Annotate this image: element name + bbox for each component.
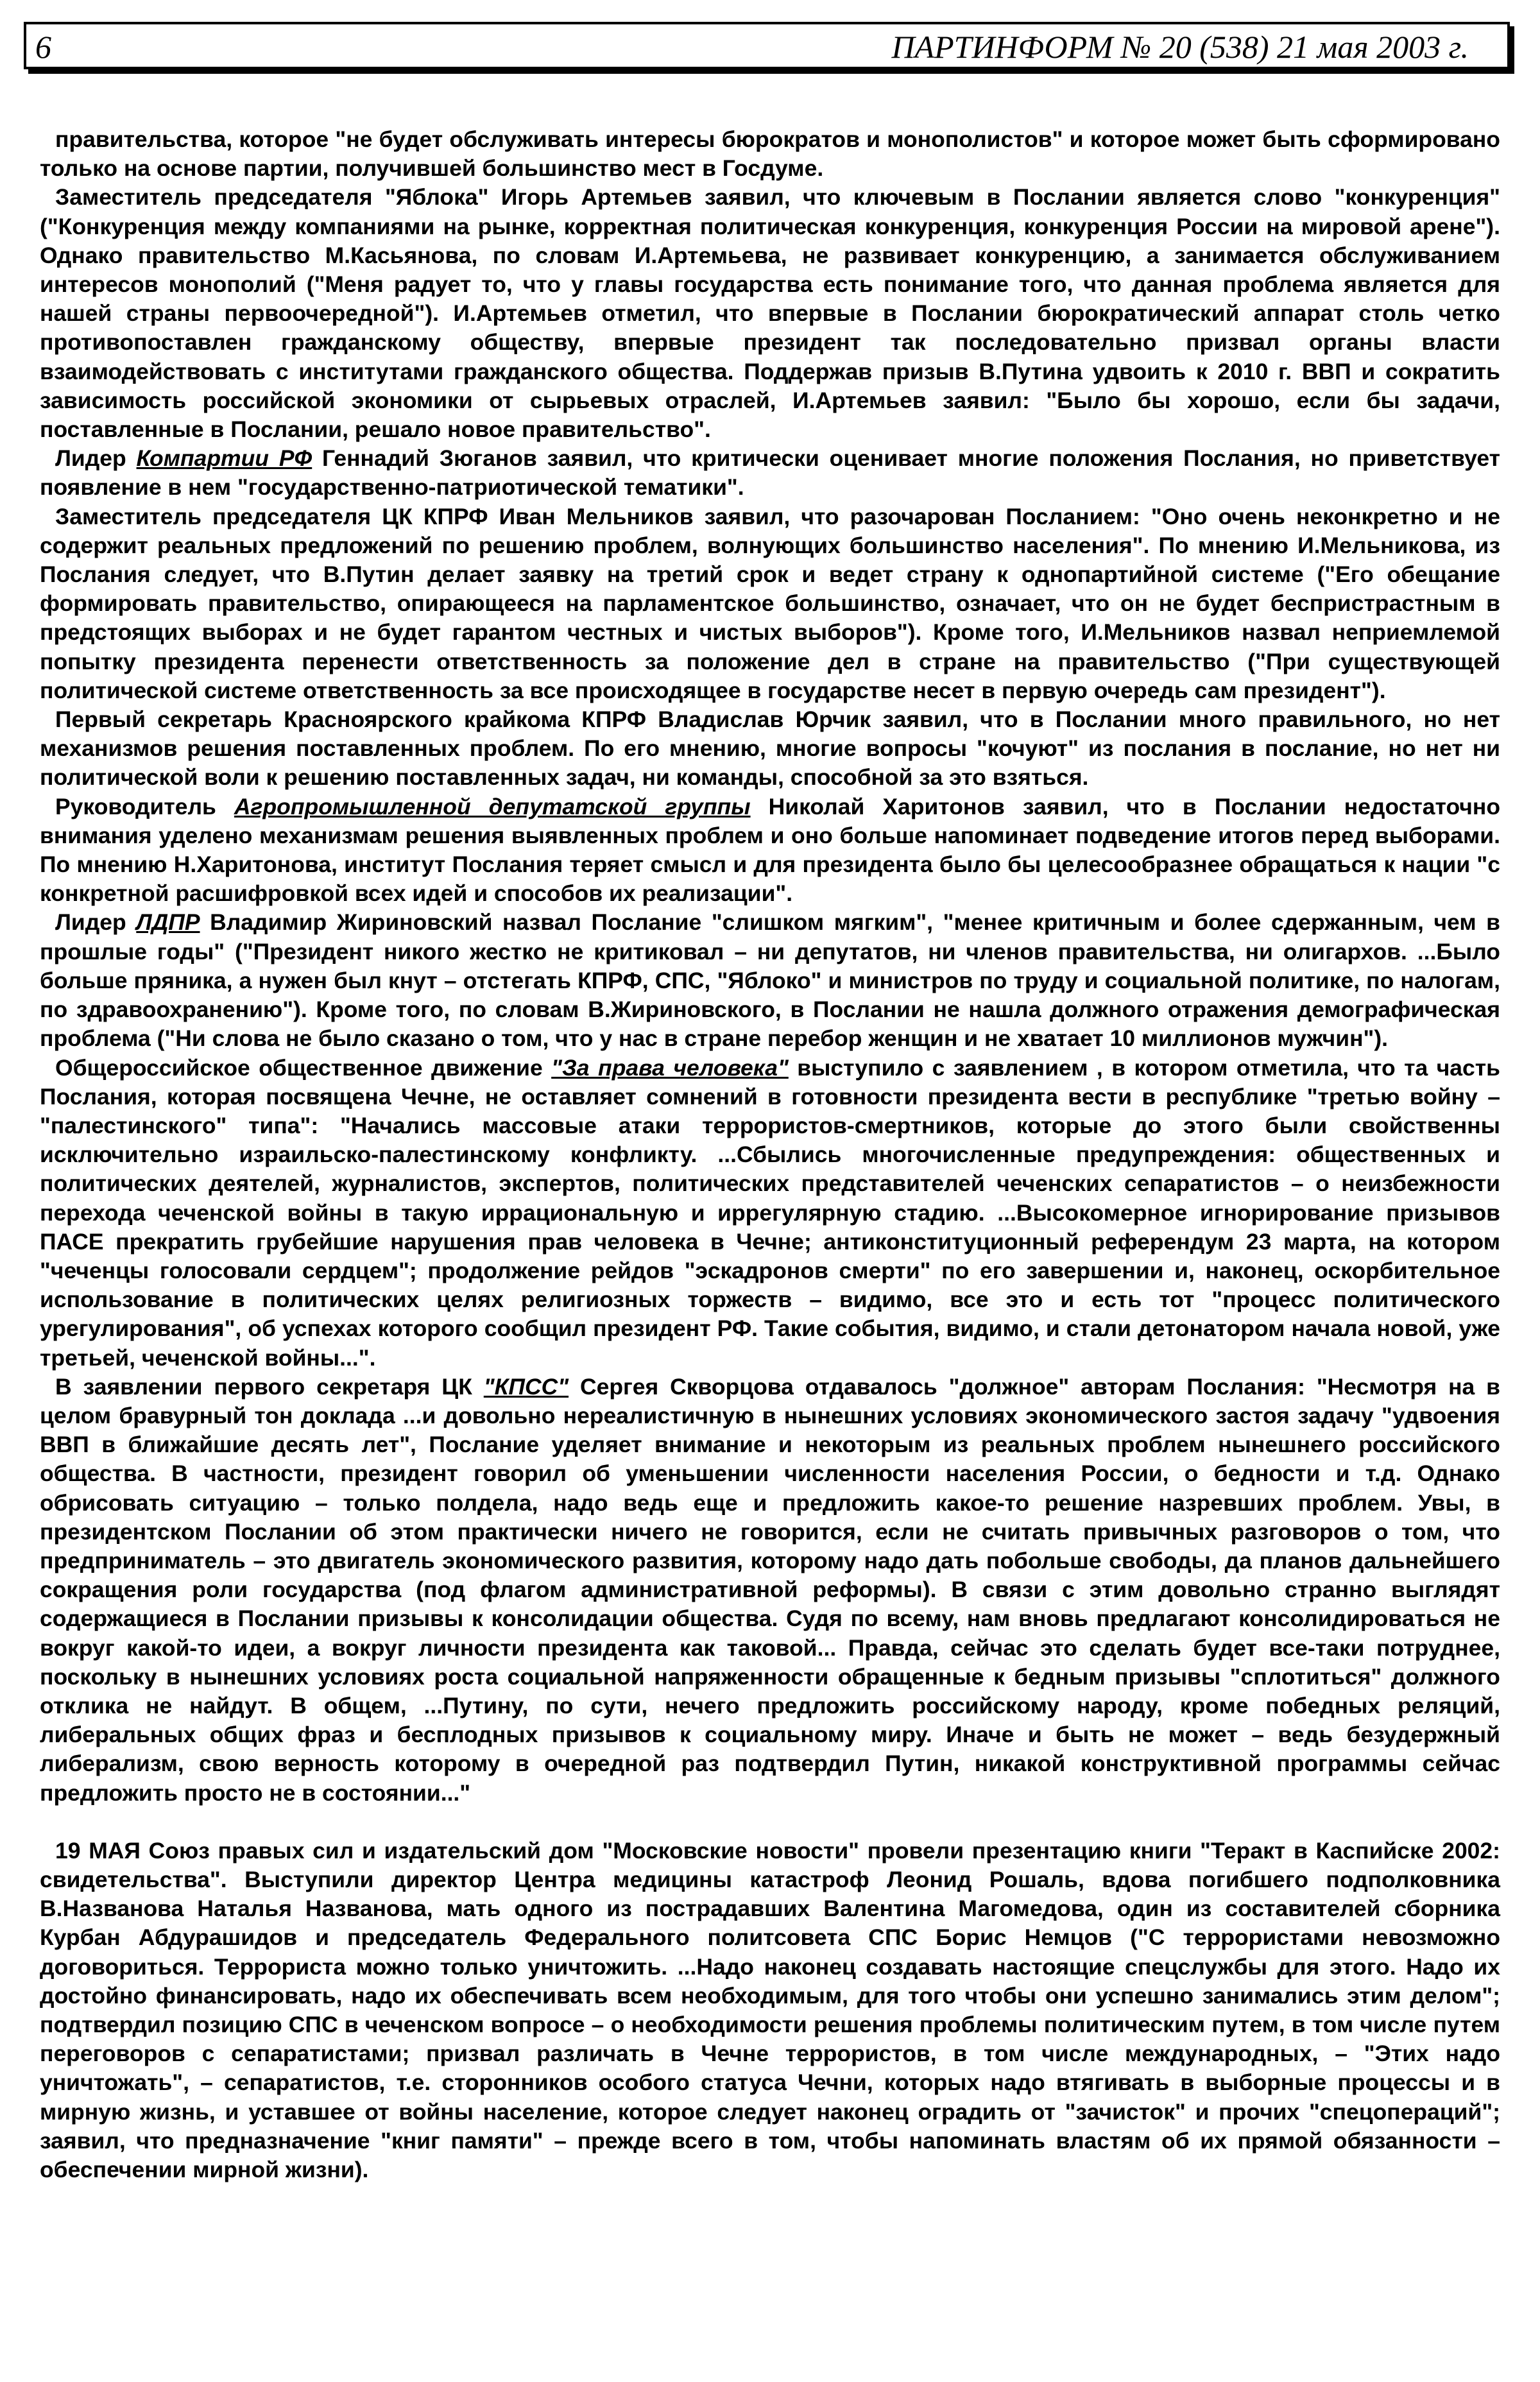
kprf-link[interactable]: Компартии РФ — [136, 445, 312, 472]
paragraph-7 — [40, 908, 1500, 1053]
kpss-link[interactable]: "КПСС" — [483, 1373, 569, 1400]
ldpr-link[interactable]: ЛДПР — [136, 909, 200, 936]
page-header — [24, 22, 1510, 69]
agro-group-link[interactable]: Агропромышленной депутатской группы — [234, 793, 751, 819]
paragraph-8-lead: Общероссийское общественное движение — [55, 1054, 552, 1081]
paragraph-7-text: Владимир Жириновский назвал Послание "слишком мягким", "менее критичным и более сдержанным, чем в прошлые годы" ("Президент никого жестко не критиковал – ни депутатов, ни членов правительства, ни олигархов. ...Было больше пряника, а нужен был кнут – отстегать КПРФ, СПС, "Яблоко" и министров по труду и социальной политике, по налогам, по здравоохранению"). Кроме того, по словам В.Жириновского, в Послании не нашла должного отражения демографическая проблема ("Ни слова не было сказано о том, что у нас в стране перебор женщин и не хватает 10 миллионов мужчин"). — [40, 909, 1500, 1052]
paragraph-6-lead: Руководитель — [55, 793, 234, 819]
paragraph-3-text: Геннадий Зюганов заявил, что критически оценивает многие положения Послания, но приветствует появление в нем "государственно-патриотической тематики". — [40, 445, 1501, 501]
paragraph-8 — [40, 1054, 1500, 1373]
paragraph-2: Заместитель председателя "Яблока" Игорь Артемьев заявил, что ключевым в Послании является слово "конкуренция" ("Конкуренция между компаниями на рынке, корректная политическая конкуренция, конкуренция России на мировой арене"). Однако правительство М.Касьянова, по словам И.Артемьева, не развивает конкуренцию, а занимается обслуживанием интересов монополий ("Меня радует то, что у главы государства есть понимание того, что данная проблема является для нашей страны первоочередной"). И.Артемьев отметил, что впервые в Послании бюрократический аппарат столь четко противопоставлен гражданскому обществу, впервые президент так последовательно призвал органы власти взаимодействовать с институтами гражданского общества. Поддержав призыв В.Путина удвоить к 2010 г. ВВП и сократить зависимость российской экономики от сырьевых отраслей, И.Артемьев заявил: "Было бы хорошо, если бы задачи, поставленные в Послании, решало новое правительство". — [40, 184, 1500, 443]
masthead-title: ПАРТИНФОРМ № 20 (538) 21 мая 2003 г. — [891, 29, 1469, 65]
article-body — [40, 125, 1500, 2184]
paragraph-7-lead: Лидер — [55, 909, 137, 936]
paragraph-5: Первый секретарь Красноярского крайкома КПРФ Владислав Юрчик заявил, что в Послании много правильного, но нет механизмов решения поставленных проблем. По его мнению, многие вопросы "кочуют" из послания в послание, но нет ни политической воли к решению поставленных задач, ни команды, способной за это взяться. — [40, 707, 1500, 791]
paragraph-6 — [40, 793, 1500, 909]
paragraph-6-text: Николай Харитонов заявил, что в Послании недостаточно внимания уделено механизмам решения выявленных проблем и оно больше напоминает подведение итогов перед выборами. По мнению Н.Харитонова, институт Послания теряет смысл и для президента было бы целесообразнее обращаться к нации "с конкретной расшифровкой всех идей и способов их реализации". — [40, 793, 1501, 907]
paragraph-1: правительства, которое "не будет обслуживать интересы бюрократов и монополистов" и которое может быть сформировано только на основе партии, получившей большинство мест в Госдуме. — [40, 126, 1500, 182]
human-rights-movement-link[interactable]: "За права человека" — [551, 1054, 789, 1081]
paragraph-9-text: Сергея Скворцова отдавалось "должное" авторам Послания: "Несмотря на в целом бравурный тон доклада ...и довольно нереалистичную в нынешних условиях экономического застоя задачу "удвоения ВВП в ближайшие десять лет", Послание уделяет внимание и некоторым из реальных проблем нынешнего российского общества. В частности, президент говорил об уменьшении численности населения России, о бедности и т.д. Однако обрисовать ситуацию – только полдела, надо ведь еще и предложить какое-то решение назревших проблем. Увы, в президентском Послании об этом практически ничего не говорится, если не считать привычных разговоров о том, что предприниматель – это двигатель экономического развития, которому надо дать побольше свободы, да планов дальнейшего сокращения роли государства (под флагом административной реформы). В связи с этим довольно странно выглядят содержащиеся в Послании призывы к консолидации общества. Судя по всему, нам вновь предлагают консолидироваться не вокруг какой-то идеи, а вокруг личности президента как таковой... Правда, сейчас это сделать будет все-таки потруднее, поскольку в нынешних условиях роста социальной напряженности обращенные к бедным призывы "сплотиться" должного отклика не найдут. В общем, ...Путину, по сути, нечего предложить российскому народу, кроме победных реляций, либеральных общих фраз и бесплодных призывов к социальному миру. Иначе и быть не может – ведь безудержный либерализм, свою верность которому в очередной раз подтвердил Путин, никакой конструктивной программы сейчас предложить просто не в состоянии..." — [40, 1373, 1500, 1806]
paragraph-10: 19 МАЯ Союз правых сил и издательский дом "Московские новости" провели презентацию книги "Теракт в Каспийске 2002: свидетельства". Выступили директор Центра медицины катастроф Леонид Рошаль, вдова погибшего подполковника В.Названова Наталья Названова, мать одного из пострадавших Валентина Магомедова, один из составителей сборника Курбан Абдурашидов и председатель Федерального политсовета СПС Борис Немцов ("С террористами невозможно договориться. Террориста можно только уничтожить. ...Надо наконец создавать настоящие спецслужбы для этого. Надо их достойно финансировать, надо их обеспечивать всем необходимым, для того чтобы они успешно занимались этим делом"; подтвердил позицию СПС в чеченском вопросе – о необходимости решения проблемы политическим путем, в том числе путем переговоров с сепаратистами; призвал различать в Чечне террористов, в том числе международных, – "Этих надо уничтожать", – сепаратистов, т.е. сторонников особого статуса Чечни, которых надо втягивать в выборные процессы и в мирную жизнь, и уставшее от войны население, которое следует наконец оградить от "зачисток" и прочих "спецопераций"; заявил, что предназначение "книг памяти" – прежде всего в том, чтобы напоминать властям об их прямой обязанности – обеспечении мирной жизни). — [40, 1837, 1500, 2183]
paragraph-9 — [40, 1373, 1500, 1808]
paragraph-3 — [40, 444, 1500, 502]
page-number: 6 — [35, 29, 51, 65]
paragraph-8-text: выступило с заявлением , в котором отметила, что та часть Послания, которая посвящена Чечне, не оставляет сомнений в готовности президента вести в республике "третью войну – "палестинского" типа": "Начались массовые атаки террористов-смертников, которые до этого были свойственны исключительно израильско-палестинскому конфликту. ...Сбылись многочисленные предупреждения: общественных и политических деятелей, журналистов, экспертов, политических представителей чеченских сепаратистов – о неизбежности перехода чеченской войны в такую иррациональную и иррегулярную стадию. ...Высокомерное игнорирование призывов ПАСЕ прекратить грубейшие нарушения прав человека в Чечне; антиконституционный референдум 23 марта, на котором "чеченцы голосовали сердцем"; продолжение рейдов "эскадронов смерти" по его завершении и, наконец, оскорбительное использование в политических целях религиозных торжеств – видимо, все это и есть тот "процесс политического урегулирования", об успехах которого сообщил президент РФ. Такие события, видимо, и стали детонатором начала новой, уже третьей, чеченской войны...". — [40, 1054, 1500, 1371]
paragraph-4: Заместитель председателя ЦК КПРФ Иван Мельников заявил, что разочарован Посланием: "Оно очень неконкретно и не содержит реальных предложений по решению проблем, волнующих большинство населения". По мнению И.Мельникова, из Послания следует, что В.Путин делает заявку на третий срок и ведет страну к однопартийной системе ("Его обещание формировать правительство, опирающееся на парламентское большинство, означает, что он не будет беспристрастным в предстоящих выборах и не будет гарантом честных и чистых выборов"). Кроме того, И.Мельников назвал неприемлемой попытку президента перенести ответственность за положение дел в стране на правительство ("При существующей политической системе ответственность за все происходящее в государстве несет в первую очередь сам президент"). — [40, 503, 1500, 703]
paragraph-3-lead: Лидер — [55, 445, 137, 472]
paragraph-9-lead: В заявлении первого секретаря ЦК — [55, 1373, 484, 1400]
